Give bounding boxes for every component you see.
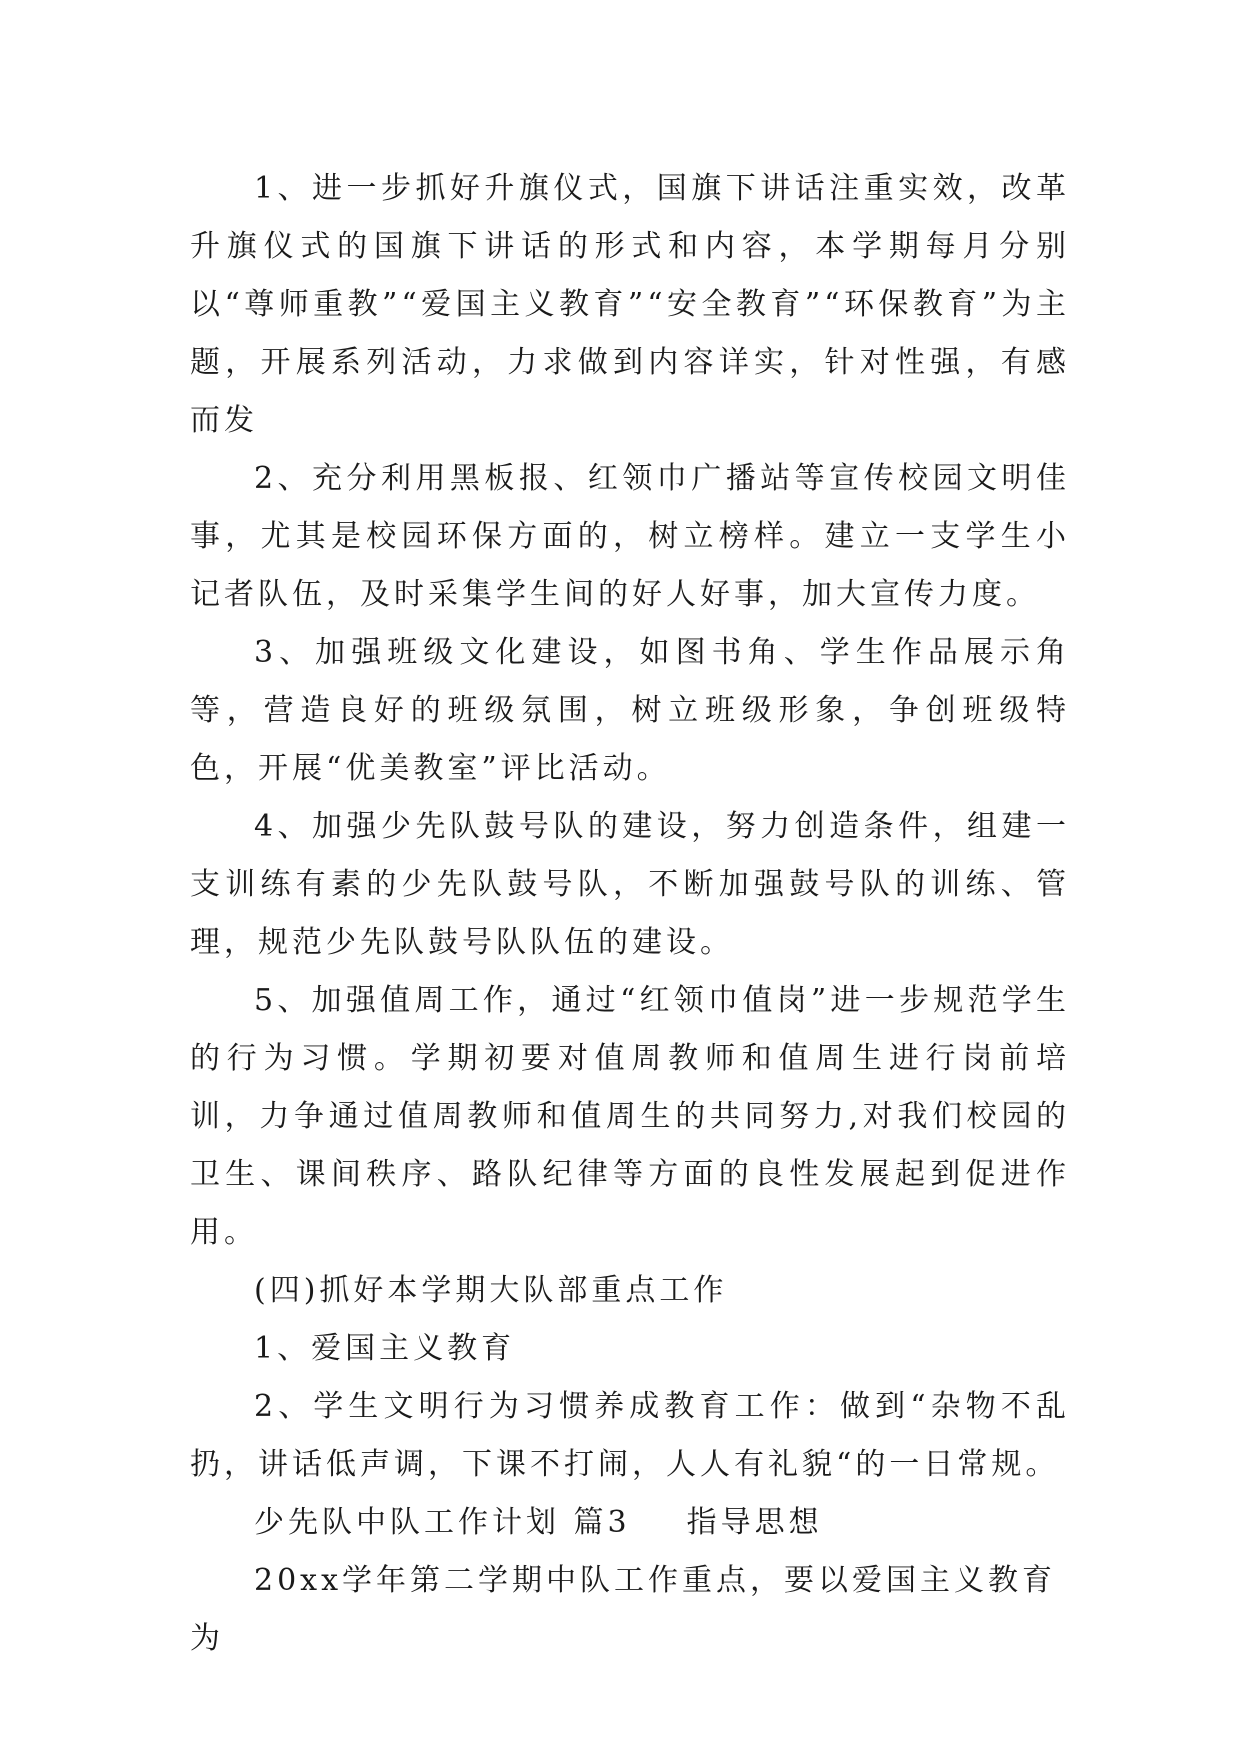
paragraph-2: 2、充分利用黑板报、红领巾广播站等宣传校园文明佳事，尤其是校园环保方面的，树立榜样。建立一支学生小记者队伍，及时采集学生间的好人好事，加大宣传力度。: [190, 461, 1070, 612]
paragraph-5: 5、加强值周工作，通过“红领巾值岗”进一步规范学生的行为习惯。学期初要对值周教师和值周生进行岗前培训，力争通过值周教师和值周生的共同努力,对我们校园的卫生、课间秩序、路队纪律等方面的良性发展起到促进作用。: [190, 983, 1070, 1250]
paragraph-1: 1、进一步抓好升旗仪式，国旗下讲话注重实效，改革升旗仪式的国旗下讲话的形式和内容，本学期每月分别以“尊师重教”“爱国主义教育”“安全教育”“环保教育”为主题，开展系列活动，力求做到内容详实，针对性强，有感而发: [190, 171, 1070, 438]
list-item-2: 2、学生文明行为习惯养成教育工作：做到“杂物不乱扔，讲话低声调，下课不打闹，人人有礼貌“的一日常规。: [190, 1389, 1070, 1482]
last-paragraph: 20xx学年第二学期中队工作重点，要以爱国主义教育为: [190, 1563, 1057, 1656]
list-item-1: 1、爱国主义教育: [254, 1331, 516, 1366]
section-title: 少先队中队工作计划 篇3: [254, 1505, 631, 1540]
subheading-4: (四)抓好本学期大队部重点工作: [254, 1273, 728, 1308]
paragraph-4: 4、加强少先队鼓号队的建设，努力创造条件，组建一支训练有素的少先队鼓号队，不断加强鼓号队的训练、管理，规范少先队鼓号队队伍的建设。: [190, 809, 1070, 960]
section-heading: [190, 1494, 1070, 1552]
section-subtitle: 指导思想: [686, 1505, 823, 1540]
document-body: [190, 160, 1070, 1668]
paragraph-3: 3、加强班级文化建设，如图书角、学生作品展示角等，营造良好的班级氛围，树立班级形象，争创班级特色，开展“优美教室”评比活动。: [190, 635, 1070, 786]
